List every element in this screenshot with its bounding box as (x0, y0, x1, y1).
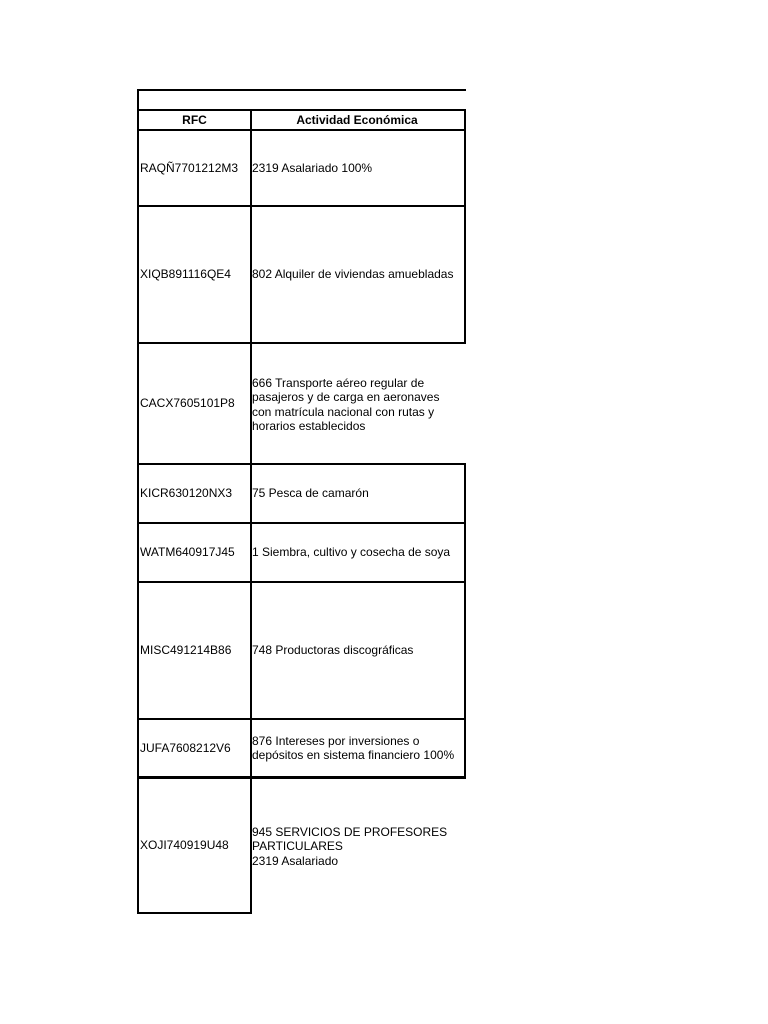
table-row-5-activity: 1 Siembra, cultivo y cosecha de soya (250, 524, 466, 583)
table-row-3-rfc: CACX7605101P8 (137, 344, 252, 465)
table-title-row (137, 89, 466, 109)
table-row-6-activity: 748 Productoras discográficas (250, 583, 466, 720)
table-row-5-rfc: WATM640917J45 (137, 524, 252, 583)
table-row-2-rfc: XIQB891116QE4 (137, 207, 252, 344)
table-row-4-activity: 75 Pesca de camarón (250, 463, 466, 524)
table-row-3-activity: 666 Transporte aéreo regular de pasajeros y de carga en aeronaves con matrícula nacional con rutas y horarios establecidos (252, 375, 440, 433)
table-row-7-activity: 876 Intereses por inversiones o depósitos en sistema financiero 100% (250, 720, 466, 779)
table-row-8-activity: 945 SERVICIOS DE PROFESORES PARTICULARES 2319 Asalariado (252, 824, 448, 868)
table-row-1-rfc: RAQÑ7701212M3 (137, 131, 252, 207)
header-rfc: RFC (137, 109, 252, 131)
table-row-1-activity: 2319 Asalariado 100% (250, 131, 466, 207)
table-row-8-rfc: XOJI740919U48 (137, 779, 252, 914)
table-row-7-rfc: JUFA7608212V6 (137, 720, 252, 779)
table-row-4-rfc: KICR630120NX3 (137, 465, 252, 524)
table-row-6-rfc: MISC491214B86 (137, 583, 252, 720)
table-row-2-activity: 802 Alquiler de viviendas amuebladas (250, 207, 466, 344)
header-actividad-economica: Actividad Económica (250, 109, 466, 131)
